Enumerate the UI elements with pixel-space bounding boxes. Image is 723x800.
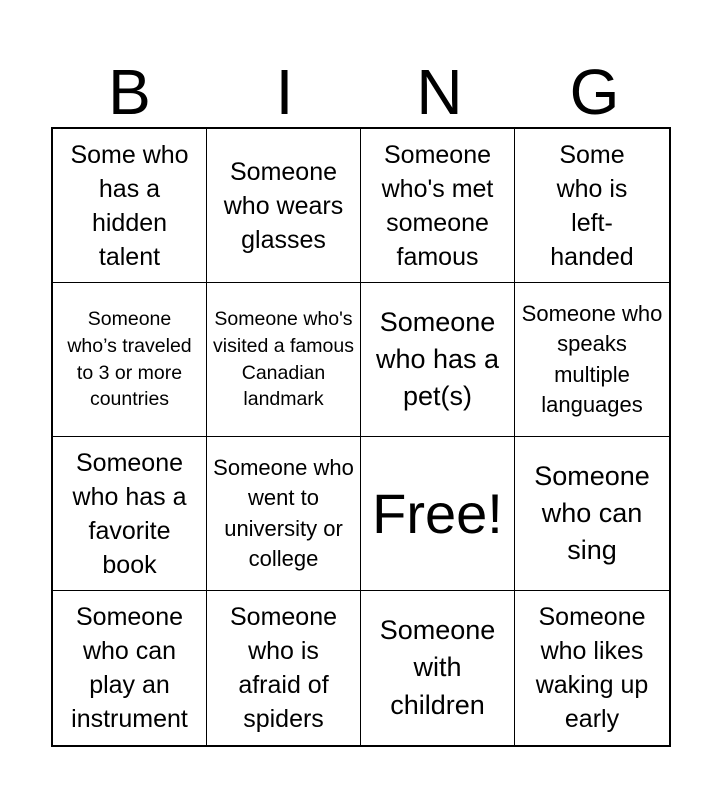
cell-text: Someone who speaks multiple languages bbox=[521, 301, 663, 417]
cell-text: Someone who went to university or college bbox=[213, 455, 354, 571]
cell-text: Someone who has a favorite book bbox=[72, 448, 187, 579]
cell-text: Free! bbox=[372, 481, 503, 545]
header-letter-n: N bbox=[416, 56, 463, 128]
cell-text: Someone who likes waking up early bbox=[535, 603, 649, 733]
cell-text: Someone who is afraid of spiders bbox=[229, 603, 338, 733]
cell-text: Someone who has a pet(s) bbox=[375, 306, 500, 412]
header-letter-b: B bbox=[108, 56, 151, 128]
header-letter-g: G bbox=[569, 56, 620, 128]
bingo-cell[interactable] bbox=[515, 437, 669, 591]
bingo-cell[interactable] bbox=[515, 283, 669, 437]
header-letter-i: I bbox=[275, 56, 294, 128]
bingo-cell[interactable] bbox=[361, 129, 515, 283]
bingo-cell[interactable] bbox=[53, 283, 207, 437]
bingo-cell[interactable] bbox=[53, 591, 207, 745]
bingo-cell[interactable] bbox=[515, 591, 669, 745]
bingo-board bbox=[51, 127, 671, 747]
bingo-cell[interactable] bbox=[53, 129, 207, 283]
bingo-cell[interactable] bbox=[361, 283, 515, 437]
bingo-cell[interactable] bbox=[361, 591, 515, 745]
cell-text: Someone who's met someone famous bbox=[381, 140, 494, 271]
bingo-cell[interactable] bbox=[207, 591, 361, 745]
cell-text: Someone who’s traveled to 3 or more countries bbox=[67, 307, 192, 411]
cell-text: Someone with children bbox=[379, 615, 496, 720]
bingo-cell[interactable] bbox=[53, 437, 207, 591]
free-space[interactable] bbox=[361, 437, 515, 591]
cell-text: Some who is left-handed bbox=[550, 140, 634, 271]
bingo-cell[interactable] bbox=[515, 129, 669, 283]
bingo-cell[interactable] bbox=[207, 129, 361, 283]
bingo-header bbox=[52, 56, 672, 128]
cell-text: Someone who's visited a famous Canadian landmark bbox=[213, 307, 354, 411]
cell-text: Someone who can sing bbox=[534, 460, 650, 566]
cell-text: Some who has a hidden talent bbox=[70, 140, 189, 271]
cell-text: Someone who wears glasses bbox=[223, 157, 344, 254]
cell-text: Someone who can play an instrument bbox=[71, 603, 188, 733]
bingo-cell[interactable] bbox=[207, 437, 361, 591]
bingo-cell[interactable] bbox=[207, 283, 361, 437]
